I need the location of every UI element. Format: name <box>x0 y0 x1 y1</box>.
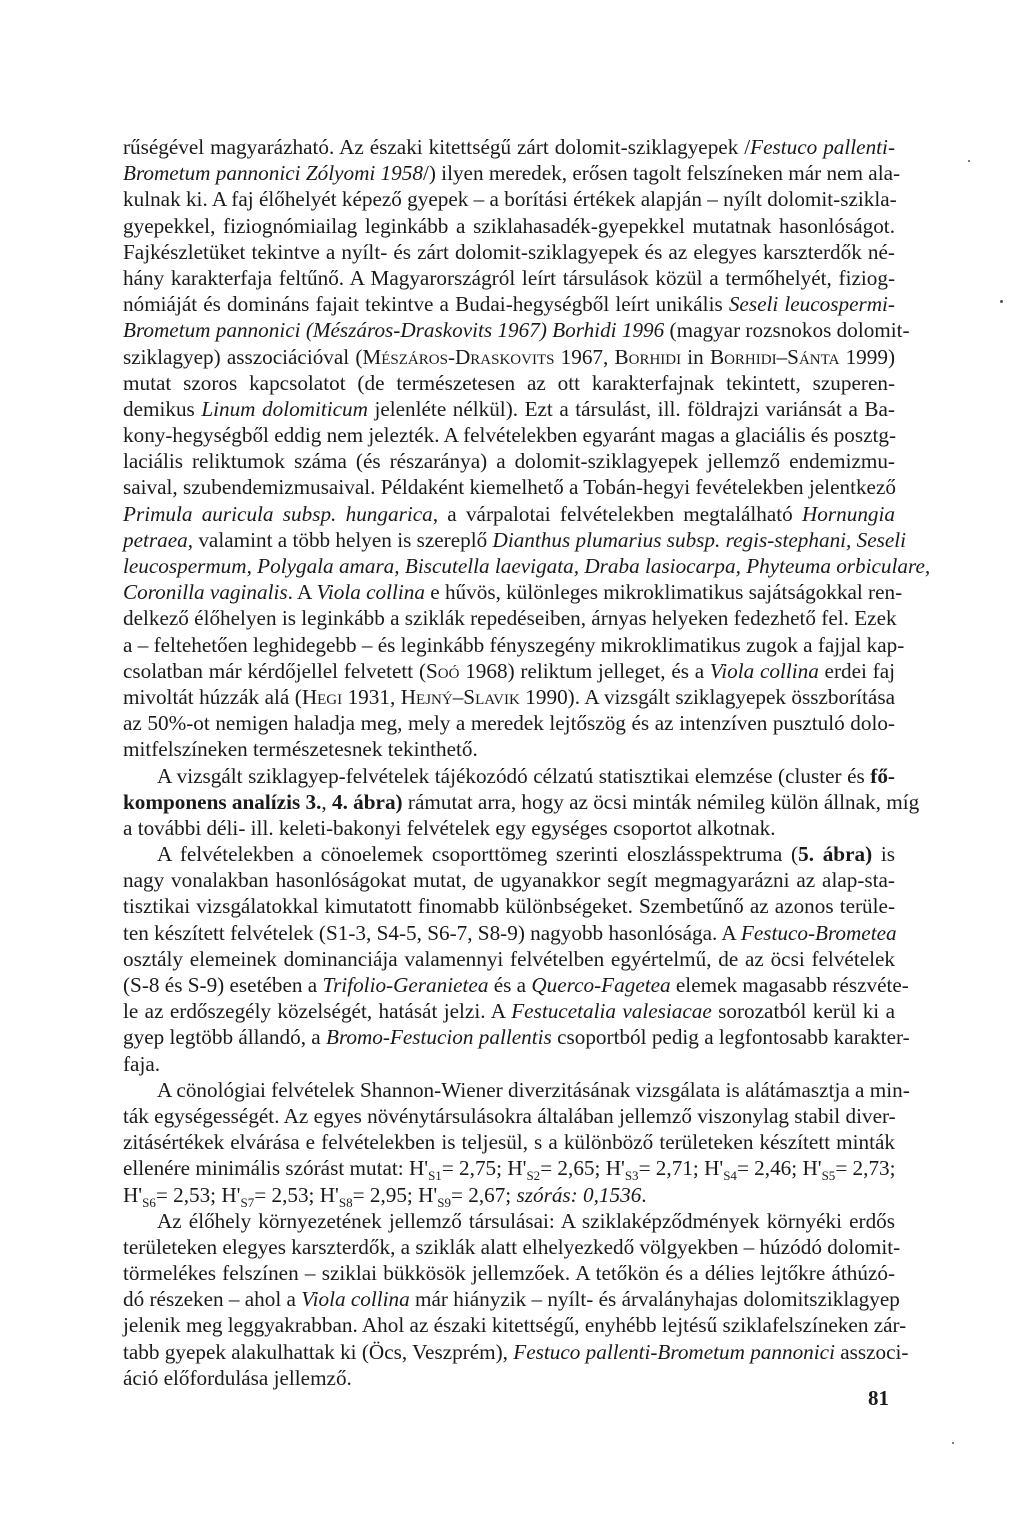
scan-speck <box>1000 300 1003 303</box>
text-segment: Az élőhely környezetének jellemző társulásai: A sziklaképződmények környéki erdős <box>157 1208 895 1233</box>
text-segment: nagy vonalakban hasonlóságokat mutat, de ugyanakkor segít megmagyarázni az alap-sta- <box>123 868 895 893</box>
text-segment: osztály elemeinek dominanciája valamennyi felvételben egyértelmű, de az öcsi felvételek <box>123 946 895 971</box>
text-line <box>123 763 895 789</box>
text-segment: Hegi <box>301 684 343 709</box>
text-line <box>123 1312 907 1338</box>
text-line <box>123 213 895 239</box>
text-line <box>123 1234 901 1260</box>
text-line <box>123 134 895 160</box>
body-text <box>123 134 931 1391</box>
text-segment: = 2,53; H' <box>155 1182 241 1207</box>
text-segment: mivoltát húzzák alá ( <box>123 684 302 709</box>
text-line <box>123 789 920 815</box>
text-segment: ten készített felvételek (S1-3, S4-5, S6-7, S8-9) nagyobb hasonlósága. A <box>123 920 741 945</box>
text-segment: Primula auricula subsp. hungarica <box>123 501 433 526</box>
text-segment: e hűvös, különleges mikroklimatikus sajátságokkal ren- <box>424 580 903 605</box>
text-line <box>123 605 895 631</box>
text-segment: kony-hegységből eddig nem jelezték. A felvételekben egyaránt magas a glaciális és posztg- <box>123 423 897 448</box>
text-segment: A cönológiai felvételek Shannon-Wiener diverzitásának vizsgálata is alátámasztja a min- <box>157 1077 910 1102</box>
text-segment: Brometum pannonici (Mészáros-Draskovits 1967) Borhidi 1996 <box>123 318 665 343</box>
text-segment: . A <box>287 580 317 605</box>
text-segment: in <box>681 344 710 369</box>
text-segment: a – feltehetően leghidegebb – és leginkább fényszegény mikroklimatikus zugok a fajjal kap- <box>123 632 905 657</box>
text-segment: sziklagyep) asszociációval ( <box>123 344 363 369</box>
text-segment: sorozatból kerül ki a <box>711 999 895 1024</box>
text-segment: gyepekkel, fiziognómiailag leginkább a sziklahasadék-gyepekkel mutatnak hasonlóságot. <box>123 213 895 238</box>
text-line <box>123 160 901 186</box>
text-line <box>123 501 895 527</box>
scan-speck <box>968 160 970 162</box>
text-segment: jelenléte nélkül). Ezt a társulást, ill. földrajzi variánsát a Ba- <box>367 396 895 421</box>
text-line <box>123 291 895 317</box>
text-line <box>123 893 895 919</box>
text-segment: gyep legtöbb állandó, a <box>123 1025 326 1050</box>
text-segment: Hejný–Slavik <box>400 684 520 709</box>
text-segment: nómiáját és domináns fajait tekintve a Budai-hegységből leírt unikális <box>123 292 729 317</box>
text-segment: delkező élőhelyen is leginkább a sziklák repedéseiben, árnyas helyeken fedezhető fel. Ezek <box>123 606 897 631</box>
text-line <box>123 474 895 500</box>
text-line <box>123 1339 909 1365</box>
text-segment: fő- <box>870 763 895 788</box>
text-line <box>123 396 895 422</box>
text-segment: = 2,53; H' <box>254 1182 339 1207</box>
text-segment: 1931, <box>342 684 401 709</box>
text-line <box>123 1260 895 1286</box>
text-line <box>123 998 895 1024</box>
text-segment: Borhidi–Sánta <box>709 344 840 369</box>
text-segment: (magyar rozsnokos dolomit- <box>664 318 910 343</box>
text-segment: Soó <box>426 658 460 683</box>
subscript: S9 <box>437 1194 451 1210</box>
text-segment: = 2,95; H' <box>352 1182 438 1207</box>
text-segment: H' <box>123 1182 143 1207</box>
text-line <box>123 710 895 736</box>
text-line <box>123 736 895 762</box>
text-segment: , valamint a több helyen is szereplő <box>187 527 493 552</box>
scan-speck <box>952 1442 954 1444</box>
text-segment: elemek magasabb részvéte- <box>670 973 909 997</box>
text-segment: = 2,73; <box>835 1156 896 1181</box>
text-segment: ellenére minimális szórást mutat: H' <box>123 1156 429 1181</box>
text-segment: területeken elegyes karszterdők, a sziklák alatt elhelyezkedő völgyekben – húzódó dolomit- <box>123 1234 901 1259</box>
text-segment: = 2,71; H' <box>638 1156 724 1181</box>
text-line <box>123 658 895 684</box>
text-line <box>123 422 895 448</box>
page-number: 81 <box>868 1386 889 1410</box>
text-segment: 1967, <box>554 344 615 369</box>
text-segment: hány karakterfaja feltűnő. A Magyarországról leírt társulások közül a termőhelyét, fiziog- <box>123 265 895 290</box>
text-segment: Querco-Fagetea <box>531 973 671 997</box>
subscript: S8 <box>338 1194 353 1210</box>
subscript: S2 <box>526 1168 541 1184</box>
text-segment: Festuco-Brometea <box>740 920 897 945</box>
text-segment: törmelékes felszínen – sziklai bükkösök jellemzőek. A tetőkön és a délies lejtőkre áthúzó- <box>123 1261 895 1286</box>
text-segment: leucospermum, Polygala amara, Biscutella laevigata, Draba lasiocarpa, Phyteuma orbiculare, <box>123 554 931 578</box>
text-line <box>123 1129 895 1155</box>
text-segment: laciális reliktumok száma (és részaránya) a dolomit-sziklagyepek jellemző endemizmu- <box>123 449 895 474</box>
text-segment: a további déli- ill. keleti-bakonyi felvételek egy egységes csoportot alkotnak. <box>123 815 776 840</box>
text-line <box>123 1182 895 1208</box>
text-line <box>123 946 895 972</box>
text-segment: Borhidi <box>614 344 682 369</box>
text-segment: Festucetalia valesiacae <box>511 999 712 1024</box>
text-segment: ták egységességét. Az egyes növénytársulásokra általában jellemző viszonylag stabil diver- <box>123 1103 896 1128</box>
text-line <box>123 317 910 343</box>
text-line <box>123 344 895 370</box>
text-segment: Brometum pannonici Zólyomi 1958 <box>123 161 423 186</box>
text-segment: Seseli leucospermi- <box>728 292 895 317</box>
text-segment: komponens analízis 3. <box>123 789 322 814</box>
text-line <box>123 186 895 212</box>
text-segment: le az erdőszegély közelségét, hatását jelzi. A <box>123 999 512 1024</box>
text-segment: saival, szubendemizmusaival. Példaként kiemelhető a Tobán-hegyi fevételekben jelentkező <box>123 475 896 500</box>
subscript: S6 <box>142 1194 156 1210</box>
text-segment: , a várpalotai felvételekben megtalálható <box>432 501 802 526</box>
text-line <box>123 1051 895 1077</box>
text-segment: /) ilyen meredek, erősen tagolt felszíneken már nem ala- <box>422 161 901 186</box>
text-segment: = 2,67; <box>450 1182 517 1207</box>
text-segment: Hornungia <box>802 501 895 526</box>
text-segment: mutat szoros kapcsolatot (de természetesen az ott karakterfajnak tekintett, szuperen- <box>123 370 895 395</box>
text-segment: mitfelszíneken természetesnek tekinthető. <box>123 737 478 762</box>
subscript: S1 <box>428 1168 442 1184</box>
text-segment: = 2,65; H' <box>540 1156 625 1181</box>
text-segment: = 2,75; H' <box>441 1156 527 1181</box>
text-segment: jelenik meg leggyakrabban. Ahol az északi kitettségű, enyhébb lejtésű sziklafelszíneken zár- <box>123 1313 907 1338</box>
text-line <box>123 1365 895 1391</box>
text-line <box>123 1103 895 1129</box>
text-segment: csoportból pedig a legfontosabb karakter- <box>551 1025 910 1050</box>
text-segment: A vizsgált sziklagyep-felvételek tájékozódó célzatú statisztikai elemzése (cluster és <box>157 763 871 788</box>
text-line <box>123 527 907 553</box>
text-segment: rámutat arra, hogy az öcsi minták némileg külön állnak, míg <box>402 789 920 814</box>
text-line <box>123 553 931 579</box>
text-line <box>123 579 903 605</box>
text-line <box>123 815 895 841</box>
text-segment: Viola collina <box>316 580 425 605</box>
text-line <box>123 632 905 658</box>
text-line <box>123 370 895 396</box>
text-segment: tabb gyepek alakulhattak ki (Öcs, Veszprém), <box>123 1339 514 1364</box>
text-segment: Linum dolomiticum <box>201 396 368 421</box>
text-segment: Viola collina <box>709 658 819 683</box>
text-segment: 1990). A vizsgált sziklagyepek összborítása <box>519 684 895 709</box>
text-segment: áció előfordulása jellemző. <box>123 1365 352 1390</box>
text-segment: kulnak ki. A faj élőhelyét képező gyepek – a borítási értékek alapján – nyílt dolomit-szikla- <box>123 187 897 212</box>
text-segment: is <box>872 842 895 867</box>
text-line <box>123 920 895 946</box>
subscript: S4 <box>723 1168 737 1184</box>
subscript: S7 <box>240 1194 255 1210</box>
text-segment: 5. ábra) <box>798 842 873 867</box>
text-line <box>123 684 895 710</box>
text-line <box>123 265 895 291</box>
text-segment: 1968) reliktum jelleget, és a <box>459 658 710 683</box>
text-segment: 1999) <box>839 344 896 369</box>
text-segment: az 50%-ot nemigen haladja meg, mely a meredek lejtőszög és az intenzíven pusztuló dolo- <box>123 711 895 736</box>
text-segment: és a <box>488 973 532 997</box>
text-segment: . <box>641 1182 647 1207</box>
subscript: S5 <box>821 1168 836 1184</box>
text-line <box>123 1208 895 1234</box>
text-line <box>123 239 895 265</box>
text-segment: már hiányzik – nyílt- és árvalányhajas dolomitsziklagyep <box>409 1287 900 1312</box>
text-segment: faja. <box>123 1051 161 1076</box>
text-segment: Festuco pallenti-Brometum pannonici <box>513 1339 835 1364</box>
text-segment: demikus <box>123 396 202 421</box>
text-segment: csolatban már kérdőjellel felvetett ( <box>123 658 427 683</box>
text-line <box>123 972 909 998</box>
text-segment: erdei faj <box>818 658 895 683</box>
text-line <box>123 1024 910 1050</box>
text-segment: tisztikai vizsgálatokkal kimutatott finomabb különbségeket. Szembetűnő az azonos terüle- <box>123 894 895 919</box>
text-segment: Viola collina <box>301 1287 410 1312</box>
text-line <box>123 1077 910 1103</box>
text-segment: A felvételekben a cönoelemek csoporttömeg szerinti eloszlásspektruma ( <box>157 842 799 867</box>
text-segment: Coronilla vaginalis <box>123 580 288 605</box>
text-segment: Dianthus plumarius subsp. regis-stephani, Seseli <box>492 527 907 552</box>
text-segment: petraea <box>123 527 188 552</box>
text-segment: (S-8 és S-9) esetében a <box>123 973 323 997</box>
text-line <box>123 1155 896 1184</box>
text-line <box>123 1286 900 1312</box>
text-segment: asszoci- <box>834 1339 909 1364</box>
text-line <box>123 841 895 867</box>
text-line <box>123 867 895 893</box>
text-segment: zitásértékek elvárása e felvételekben is teljesül, s a különböző területeken készített minták <box>123 1130 895 1155</box>
text-segment: = 2,46; H' <box>736 1156 822 1181</box>
text-segment: szórás: 0,1536 <box>516 1182 642 1207</box>
text-segment: rűségével magyarázható. Az északi kitettségű zárt dolomit-sziklagyepek / <box>123 135 751 159</box>
text-segment: 4. ábra) <box>331 789 403 814</box>
text-segment: Bromo-Festucion pallentis <box>326 1025 552 1050</box>
text-segment: dó részeken – ahol a <box>123 1287 302 1312</box>
text-segment: Mészáros-Draskovits <box>362 344 555 369</box>
text-segment: Fajkészletüket tekintve a nyílt- és zárt dolomit-sziklagyepek és az elegyes karszterdők né- <box>123 239 895 264</box>
text-segment: Festuco pallenti- <box>750 135 895 159</box>
text-segment: Trifolio-Geranietea <box>322 973 489 997</box>
subscript: S3 <box>624 1168 639 1184</box>
text-line <box>123 448 895 474</box>
text-segment: , <box>321 789 332 814</box>
